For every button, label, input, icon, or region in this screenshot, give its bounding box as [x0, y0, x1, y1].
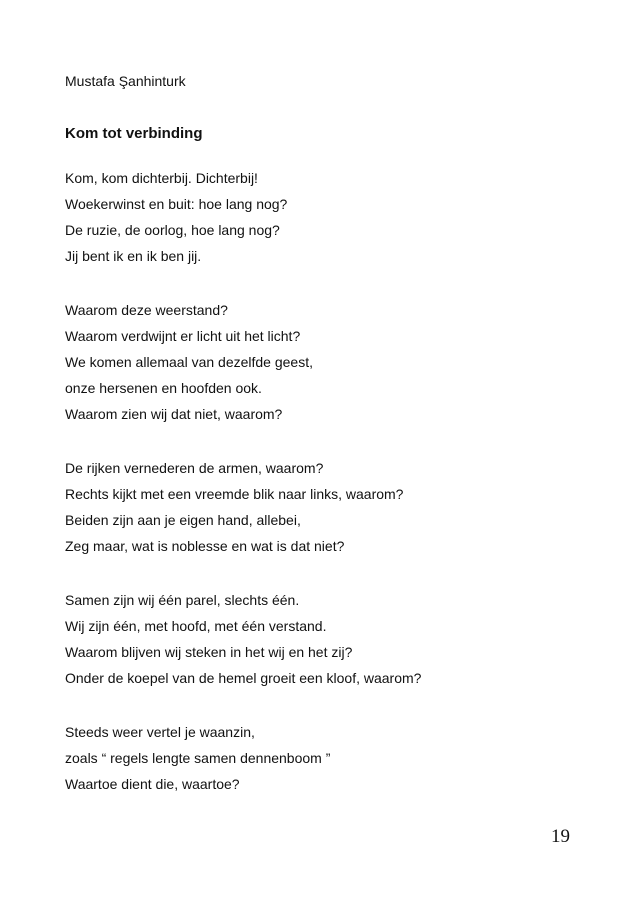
stanza: [65, 455, 585, 559]
poem-line: We komen allemaal van dezelfde geest,: [65, 354, 313, 370]
poem-line: Waarom deze weerstand?: [65, 302, 228, 318]
poem-line: zoals “ regels lengte samen dennenboom ”: [65, 750, 331, 766]
poem-line: Samen zijn wij één parel, slechts één.: [65, 592, 300, 608]
poem-line: Zeg maar, wat is noblesse en wat is dat niet?: [65, 538, 345, 554]
poem-line: Beiden zijn aan je eigen hand, allebei,: [65, 512, 301, 528]
stanza: [65, 587, 585, 691]
poem-line: Waartoe dient die, waartoe?: [65, 776, 240, 792]
poem-line: Jij bent ik en ik ben jij.: [65, 248, 202, 264]
stanza: [65, 719, 585, 797]
poem-title: Kom tot verbinding: [65, 125, 203, 142]
poem-line: Waarom verdwijnt er licht uit het licht?: [65, 328, 301, 344]
poem-line: Steeds weer vertel je waanzin,: [65, 724, 255, 740]
poem-line: Wij zijn één, met hoofd, met één verstand.: [65, 618, 327, 634]
poem-line: Onder de koepel van de hemel groeit een kloof, waarom?: [65, 670, 422, 686]
poem-body: [65, 165, 585, 825]
poem-line: Kom, kom dichterbij. Dichterbij!: [65, 170, 258, 186]
poem-line: Waarom blijven wij steken in het wij en het zij?: [65, 644, 353, 660]
poem-line: Rechts kijkt met een vreemde blik naar links, waarom?: [65, 486, 404, 502]
stanza: [65, 297, 585, 427]
stanza: [65, 165, 585, 269]
page-number: 19: [551, 826, 570, 847]
poem-line: De rijken vernederen de armen, waarom?: [65, 460, 324, 476]
poem-line: De ruzie, de oorlog, hoe lang nog?: [65, 222, 280, 238]
poem-line: Woekerwinst en buit: hoe lang nog?: [65, 196, 288, 212]
poem-line: Waarom zien wij dat niet, waarom?: [65, 406, 283, 422]
author-name: Mustafa Şanhinturk: [65, 73, 186, 89]
poem-line: onze hersenen en hoofden ook.: [65, 380, 262, 396]
